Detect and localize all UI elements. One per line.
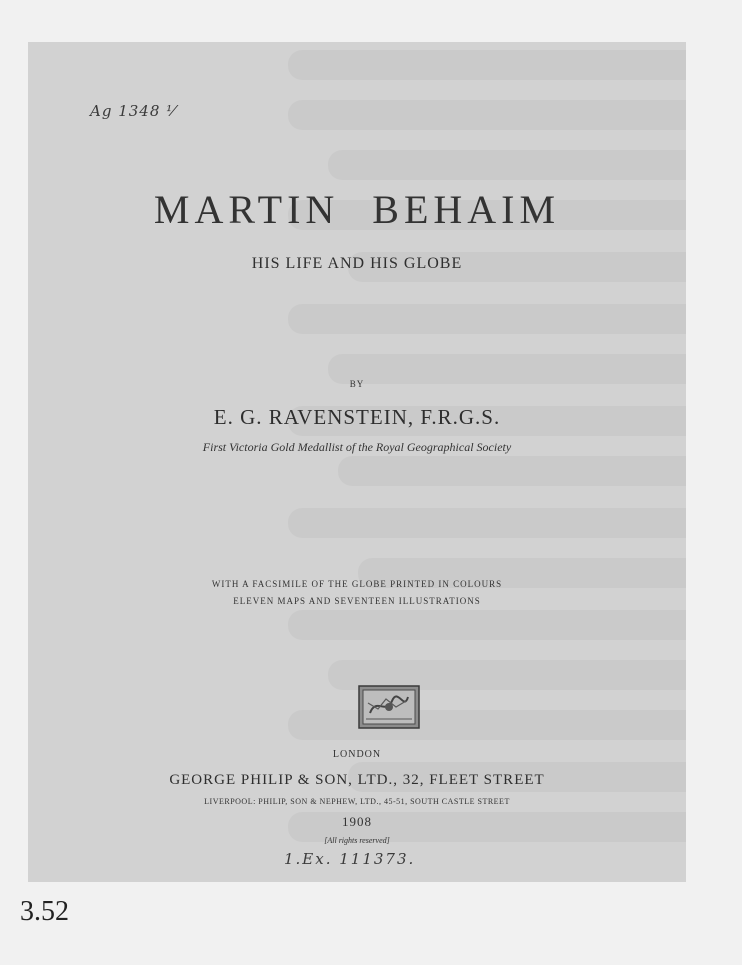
liverpool-imprint: LIVERPOOL: PHILIP, SON & NEPHEW, LTD., 45-51, SOUTH CASTLE STREET bbox=[204, 797, 510, 806]
publication-year: 1908 bbox=[342, 814, 372, 829]
imprint-city: LONDON bbox=[332, 749, 382, 760]
figure-number: 3.52 bbox=[20, 896, 69, 927]
author-note: First Victoria Gold Medallist of the Royal Geographical Society bbox=[202, 440, 512, 454]
author-name: E. G. RAVENSTEIN, F.R.G.S. bbox=[213, 405, 501, 429]
publisher-emblem-icon bbox=[358, 685, 420, 729]
book-title: MARTIN BEHAIM bbox=[153, 187, 561, 232]
publisher-line: GEORGE PHILIP & SON, LTD., 32, FLEET STREET bbox=[169, 772, 545, 788]
rights-notice: [All rights reserved] bbox=[324, 836, 390, 845]
facsimile-note-line-1: WITH A FACSIMILE OF THE GLOBE PRINTED IN COLOURS bbox=[211, 579, 503, 589]
handwritten-shelfmark: Ag 1348 ⅟ bbox=[90, 102, 176, 120]
handwritten-accession-number: 1.Ex. 111373. bbox=[284, 850, 416, 868]
title-page bbox=[28, 42, 686, 882]
facsimile-note-line-2: ELEVEN MAPS AND SEVENTEEN ILLUSTRATIONS bbox=[233, 596, 481, 606]
book-subtitle: HIS LIFE AND HIS GLOBE bbox=[251, 255, 463, 272]
by-label: BY bbox=[349, 379, 365, 389]
